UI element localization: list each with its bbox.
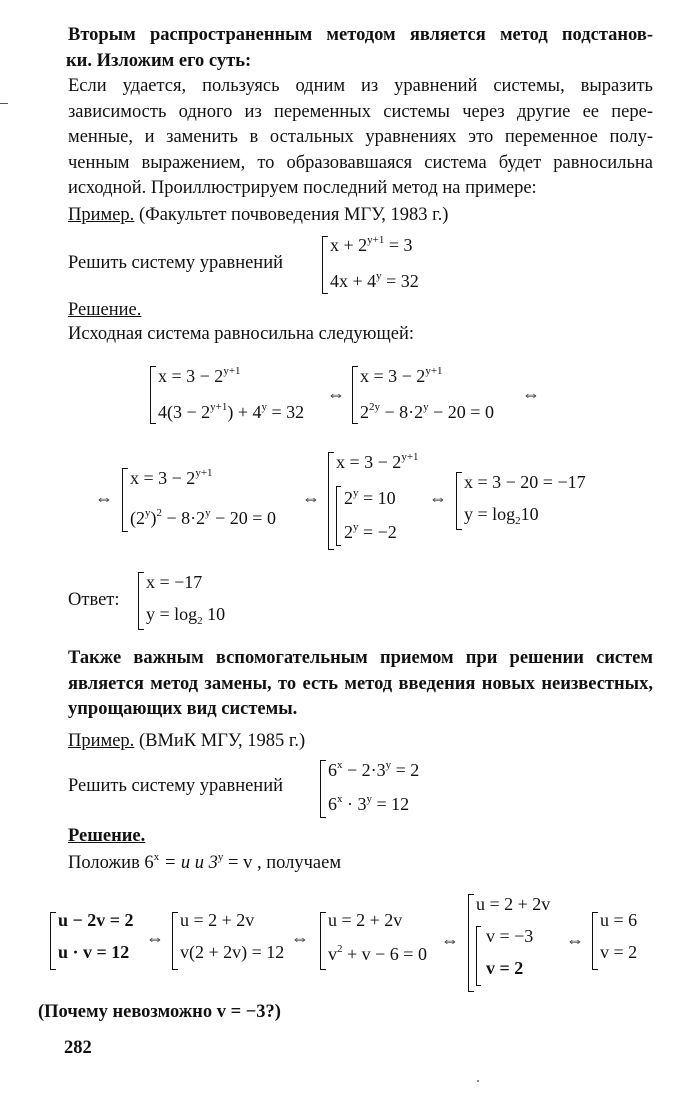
eq-part: = 32 [267, 402, 305, 422]
equation [146, 572, 202, 593]
eq-part: ) [150, 508, 157, 528]
equation: u · v = 12 [58, 942, 130, 962]
exponent: y+1 [367, 234, 385, 246]
equivalence-symbol: ⇔ [291, 928, 309, 948]
example2-task: Решить систему уравнений [68, 776, 284, 796]
answer-label: Ответ: [68, 590, 120, 610]
text-line: исходной. Проиллюстрируем последний метод на примере: [68, 178, 537, 198]
text-line: зависимость одного из переменных системы через другие ее пере- [68, 101, 653, 122]
eq-part: Положив 6 [68, 853, 154, 873]
eq-part: x = 3 − 2 [336, 452, 402, 472]
exponent: y [366, 793, 372, 805]
system-brace [150, 366, 156, 424]
exponent: y+1 [425, 365, 443, 377]
equivalence-symbol: ⇔ [429, 488, 447, 508]
exponent: y [376, 270, 382, 282]
page-number: 282 [64, 1038, 92, 1058]
exponent: y [385, 759, 392, 771]
equation [130, 468, 213, 489]
solution-intro: Исходная система равносильна следующей: [68, 324, 414, 344]
eq-part: − 8·2 [162, 508, 206, 528]
exponent: 2y [369, 401, 380, 413]
example1-header [68, 205, 448, 226]
equation [328, 944, 427, 965]
closing-question: (Почему невозможно v = −3?) [38, 1002, 281, 1022]
equation [328, 760, 419, 781]
solution-label: Решение. [68, 826, 146, 846]
equation: u − 2v = 2 [58, 910, 134, 930]
system-brace [50, 912, 56, 970]
eq-part: − 20 = 0 [210, 508, 276, 528]
eq-part: (2 [130, 508, 145, 528]
equation [146, 604, 225, 625]
equation [360, 366, 443, 387]
equivalence-symbol: ⇔ [566, 930, 584, 950]
eq-part: 6 [328, 760, 337, 780]
exponent: y [423, 401, 429, 413]
intro-paragraph [68, 23, 653, 74]
substitution-line [68, 853, 341, 874]
eq-part: = 32 [381, 271, 419, 291]
eq-part: = 3 [384, 235, 413, 255]
equation: u = 2 + 2v [328, 910, 403, 930]
eq-part: = −2 [358, 522, 397, 542]
exponent: y [217, 851, 224, 863]
collection-bracket [336, 486, 341, 546]
equivalence-symbol: ⇔ [146, 928, 164, 948]
text-line: Если удается, пользуясь одним из уравнений системы, выразить [68, 76, 653, 96]
equation [330, 235, 413, 256]
exponent: y+1 [195, 467, 213, 479]
example1-task: Решить систему уравнений [68, 253, 284, 273]
text-line: ки. Изложим его суть: [66, 50, 252, 71]
system-brace [456, 472, 462, 530]
eq-part: = 2 [391, 760, 420, 780]
equation [158, 366, 241, 387]
eq-part: ) + 4 [227, 402, 262, 422]
equivalence-symbol: ⇔ [302, 488, 320, 508]
example-source: (ВМиК МГУ, 1985 г.) [138, 731, 306, 751]
example2-header [68, 731, 305, 752]
exponent: y [353, 487, 359, 499]
exponent: x [337, 759, 343, 771]
equation [344, 488, 396, 509]
method-description [68, 74, 653, 202]
eq-part: = 12 [372, 794, 410, 814]
equation [360, 402, 494, 423]
eq-part: v [328, 944, 337, 964]
exponent: y [205, 507, 211, 519]
equation: u = 2 + 2v [180, 910, 255, 930]
eq-part: − 8·2 [380, 402, 424, 422]
eq-part: x = 3 − 20 = −17 [464, 472, 586, 492]
text-line: Также важным вспомогательным приемом при решении систем [68, 648, 653, 668]
eq-part: = u и 3 [159, 853, 218, 873]
collection-bracket [476, 926, 481, 986]
exponent: y+1 [210, 401, 228, 413]
equation: u = 6 [600, 910, 638, 930]
exponent: y+1 [223, 365, 241, 377]
eq-part: = 10 [358, 488, 396, 508]
eq-part: y = log [464, 504, 516, 524]
eq-part: x = 3 − 2 [158, 366, 224, 386]
subscript: 2 [515, 515, 521, 527]
example-source: (Факультет почвоведения МГУ, 1983 г.) [138, 205, 449, 225]
text-line: менные, и заменить в остальных уравнениях это переменное полу- [68, 127, 653, 147]
equation: u = 2 + 2v [476, 894, 551, 914]
equivalence-symbol: ⇔ [522, 384, 540, 404]
eq-part: 4x + 4 [330, 271, 377, 291]
exponent: y [353, 521, 359, 533]
exponent: 2 [337, 943, 343, 955]
system-brace [122, 468, 128, 532]
system-brace [172, 912, 178, 970]
eq-part: x = −17 [146, 572, 203, 592]
equation: v = 2 [486, 958, 524, 978]
example-label: Пример. [68, 205, 135, 225]
exponent: y [261, 401, 268, 413]
scan-speck [477, 1080, 479, 1082]
system-brace [320, 760, 326, 818]
exponent: y [145, 507, 151, 519]
eq-part: − 2·3 [342, 760, 386, 780]
system-brace [328, 452, 334, 550]
exponent: y+1 [401, 451, 419, 463]
equation [328, 794, 409, 815]
equivalence-symbol: ⇔ [95, 488, 113, 508]
equation: v = 2 [600, 942, 638, 962]
equation [464, 472, 586, 493]
eq-part: 2 [344, 522, 353, 542]
system-brace [320, 912, 326, 970]
example-label: Пример. [68, 731, 135, 751]
exponent: x [153, 851, 160, 863]
text-line: Вторым распространенным методом является метод подстанов- [68, 25, 653, 45]
system-brace [322, 236, 328, 294]
solution-label: Решение. [68, 300, 142, 320]
eq-part: x + 2 [330, 235, 368, 255]
eq-part: 2 [344, 488, 353, 508]
eq-part: x = 3 − 2 [360, 366, 426, 386]
scan-margin-mark [0, 103, 8, 104]
equivalence-symbol: ⇔ [327, 384, 345, 404]
substitution-method-paragraph [68, 646, 653, 723]
eq-part: · 3 [342, 794, 367, 814]
equation: v(2 + 2v) = 12 [180, 942, 285, 962]
exponent: x [337, 793, 343, 805]
text-line: упрощающих вид системы. [68, 699, 298, 719]
eq-part: − 20 = 0 [428, 402, 494, 422]
eq-part: 10 [520, 504, 539, 524]
equation [464, 504, 539, 525]
equation [344, 522, 397, 543]
system-brace [138, 572, 144, 630]
subscript: 2 [197, 615, 203, 627]
system-brace [592, 912, 598, 970]
eq-part: 10 [202, 604, 226, 624]
system-brace [352, 366, 358, 424]
eq-part: y = log [146, 604, 198, 624]
eq-part: 4(3 − 2 [158, 402, 211, 422]
equivalence-symbol: ⇔ [441, 930, 459, 950]
exponent: 2 [156, 507, 162, 519]
eq-part: x = 3 − 2 [130, 468, 196, 488]
equation [130, 508, 276, 529]
equation [330, 271, 419, 292]
equation: v = −3 [486, 926, 534, 946]
eq-part: + v − 6 = 0 [342, 944, 427, 964]
system-brace [468, 894, 474, 992]
text-line: является метод замены, то есть метод введения новых неизвестных, [68, 673, 653, 694]
eq-part: = v , получаем [223, 853, 342, 873]
equation [158, 402, 304, 423]
eq-part: 6 [328, 794, 337, 814]
eq-part: 2 [360, 402, 369, 422]
equation [336, 452, 419, 473]
text-line: ченным выражением, то образовавшаяся система будет равносильна [68, 152, 653, 173]
